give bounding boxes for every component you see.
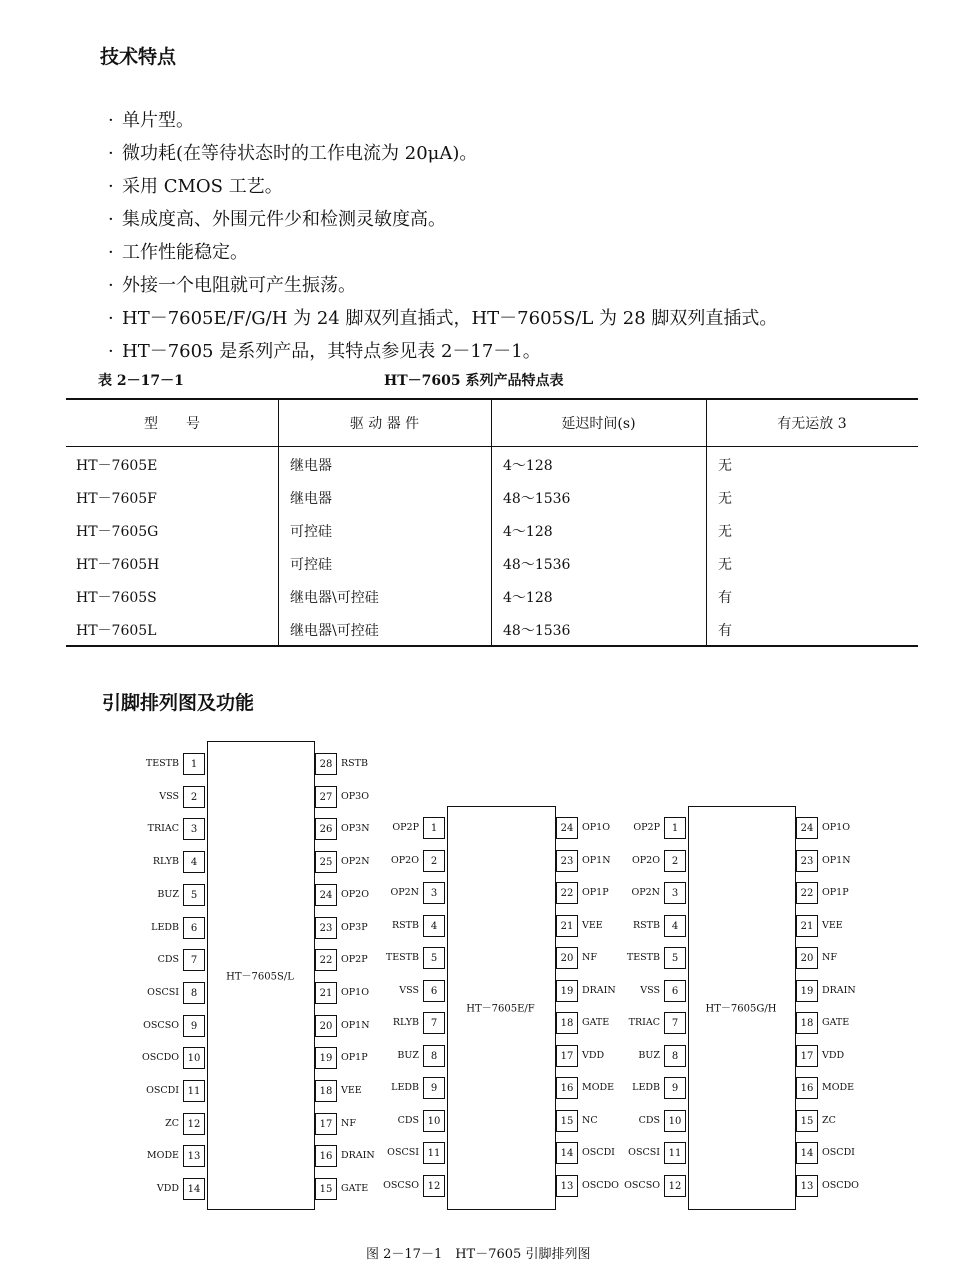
- pin-label: NC: [582, 1114, 598, 1126]
- table-cell: 无: [718, 491, 732, 507]
- pin-number: 28: [315, 753, 337, 775]
- pin-number: 9: [423, 1077, 445, 1099]
- pin-number: 25: [315, 851, 337, 873]
- pin-label: LEDB: [391, 1082, 419, 1093]
- bullet: ·: [108, 308, 114, 329]
- pin-label: OP2O: [390, 854, 419, 866]
- pin-label: VEE: [341, 1085, 362, 1096]
- pin-number: 12: [423, 1175, 445, 1197]
- pin-number: 14: [183, 1178, 205, 1200]
- pin-number: 16: [315, 1145, 337, 1167]
- feature-text: 微功耗(在等待状态时的工作电流为 20μA)。: [122, 143, 478, 164]
- table-cell: 继电器: [290, 491, 332, 507]
- feature-text: 外接一个电阻就可产生振荡。: [122, 275, 356, 296]
- pin-label: RSTB: [392, 919, 419, 931]
- pin-number: 18: [796, 1012, 818, 1034]
- pin-number: 11: [183, 1080, 205, 1102]
- pin-label: VDD: [582, 1049, 605, 1061]
- pin-number: 12: [664, 1175, 686, 1197]
- pin-number: 1: [664, 817, 686, 839]
- pin-label: OSCDO: [142, 1052, 179, 1064]
- pin-label: GATE: [582, 1017, 610, 1028]
- table-bottom-rule: [66, 645, 918, 647]
- pin-number: 24: [796, 817, 818, 839]
- table-caption: HT－7605 系列产品特点表: [384, 373, 564, 389]
- table-cell: 继电器: [290, 458, 332, 474]
- table-cell: HT－7605G: [76, 524, 159, 540]
- table-cell: 可控硅: [290, 557, 332, 573]
- section-title-features: 技术特点: [100, 46, 177, 68]
- feature-item: [108, 271, 356, 297]
- pin-number: 10: [423, 1110, 445, 1132]
- pin-label: LEDB: [151, 921, 179, 933]
- pin-label: OSCDI: [822, 1147, 855, 1158]
- pin-number: 11: [664, 1142, 686, 1164]
- pin-number: 13: [183, 1145, 205, 1167]
- pin-number: 23: [315, 917, 337, 939]
- pin-label: TRIAC: [628, 1017, 660, 1028]
- bullet: ·: [108, 110, 114, 131]
- pin-number: 1: [423, 817, 445, 839]
- table-header-cell: 型 号: [144, 416, 200, 432]
- pin-label: BUZ: [397, 1049, 419, 1061]
- chip-name: HT－7605G/H: [705, 1003, 777, 1015]
- feature-item: [108, 304, 777, 330]
- pin-label: DRAIN: [582, 984, 616, 996]
- table-cell: HT－7605H: [76, 557, 160, 573]
- pin-label: OP1N: [822, 854, 851, 866]
- pin-label: OP3P: [341, 921, 368, 933]
- pin-label: OP1O: [341, 986, 370, 998]
- table-cell: 无: [718, 458, 732, 474]
- figure-caption: 图 2－17－1 HT－7605 引脚排列图: [366, 1247, 591, 1262]
- pin-number: 13: [796, 1175, 818, 1197]
- pin-number: 2: [423, 850, 445, 872]
- pin-label: GATE: [822, 1017, 850, 1028]
- table-cell: 48～1536: [503, 557, 571, 573]
- pin-label: ZC: [165, 1117, 179, 1129]
- pin-label: OP3N: [341, 823, 370, 835]
- feature-text: 单片型。: [122, 110, 194, 131]
- pin-label: VDD: [156, 1183, 179, 1195]
- pin-number: 5: [183, 884, 205, 906]
- pin-label: OSCDI: [146, 1085, 179, 1096]
- pin-number: 7: [423, 1012, 445, 1034]
- pin-label: RSTB: [341, 758, 368, 769]
- pin-label: CDS: [638, 1114, 660, 1126]
- pin-label: VEE: [582, 919, 603, 931]
- pin-label: MODE: [146, 1150, 179, 1162]
- pin-number: 21: [315, 982, 337, 1004]
- pin-number: 20: [556, 947, 578, 969]
- pin-label: TESTB: [626, 952, 660, 963]
- pin-number: 4: [183, 851, 205, 873]
- pin-number: 21: [796, 915, 818, 937]
- pin-number: 7: [183, 949, 205, 971]
- pin-number: 27: [315, 786, 337, 808]
- pin-label: DRAIN: [341, 1150, 375, 1162]
- pin-label: NF: [341, 1117, 356, 1129]
- pin-label: RLYB: [392, 1017, 419, 1028]
- table-cell: 4～128: [503, 590, 553, 606]
- table-cell: 4～128: [503, 524, 553, 540]
- table-header-cell: 驱 动 器 件: [349, 416, 420, 432]
- table-cell: 48～1536: [503, 491, 571, 507]
- bullet: ·: [108, 341, 114, 362]
- pin-number: 3: [664, 882, 686, 904]
- pin-label: OP1P: [582, 887, 609, 898]
- pin-label: RLYB: [152, 856, 179, 868]
- pin-label: OP2N: [631, 887, 660, 898]
- chip-name: HT－7605E/F: [466, 1003, 535, 1015]
- pin-number: 19: [315, 1047, 337, 1069]
- pin-label: MODE: [582, 1082, 615, 1093]
- pin-number: 24: [556, 817, 578, 839]
- pin-label: OP2P: [341, 954, 368, 966]
- pin-number: 18: [315, 1080, 337, 1102]
- table-cell: HT－7605S: [76, 590, 157, 606]
- pin-number: 15: [796, 1110, 818, 1132]
- pin-label: RSTB: [633, 919, 660, 931]
- pin-label: OP2N: [390, 887, 419, 898]
- table-column-rule: [278, 398, 279, 645]
- pin-label: VSS: [159, 790, 179, 802]
- pin-number: 20: [315, 1015, 337, 1037]
- pin-number: 14: [796, 1142, 818, 1164]
- pin-number: 15: [556, 1110, 578, 1132]
- pin-label: OP2P: [392, 822, 419, 833]
- pin-label: VEE: [822, 919, 843, 931]
- table-header-cell: 延迟时间(s): [561, 416, 636, 432]
- pin-number: 6: [423, 980, 445, 1002]
- table-cell: HT－7605F: [76, 491, 157, 507]
- pin-label: NF: [822, 952, 837, 963]
- pin-label: CDS: [157, 954, 179, 966]
- table-cell: 4～128: [503, 458, 553, 474]
- pin-number: 15: [315, 1178, 337, 1200]
- pin-number: 5: [423, 947, 445, 969]
- table-cell: HT－7605E: [76, 458, 158, 474]
- pin-number: 16: [556, 1077, 578, 1099]
- table-cell: HT－7605L: [76, 623, 157, 639]
- pin-label: VSS: [640, 984, 660, 996]
- bullet: ·: [108, 209, 114, 230]
- pin-number: 16: [796, 1077, 818, 1099]
- table-cell: 有: [718, 590, 732, 606]
- pin-label: OSCDO: [582, 1179, 619, 1191]
- pin-number: 13: [556, 1175, 578, 1197]
- pin-number: 8: [423, 1045, 445, 1067]
- pin-label: OSCDI: [582, 1147, 615, 1158]
- feature-item: [108, 106, 194, 132]
- pin-number: 11: [423, 1142, 445, 1164]
- pin-label: OSCSI: [628, 1147, 660, 1158]
- pin-number: 23: [796, 850, 818, 872]
- pin-label: MODE: [822, 1082, 855, 1093]
- pin-number: 17: [556, 1045, 578, 1067]
- pin-number: 2: [664, 850, 686, 872]
- pin-label: OP1P: [822, 887, 849, 898]
- table-header-cell: 有无运放 3: [777, 416, 847, 432]
- pin-label: VSS: [399, 984, 419, 996]
- bullet: ·: [108, 275, 114, 296]
- pin-number: 17: [315, 1113, 337, 1135]
- pin-label: TRIAC: [147, 823, 179, 835]
- pin-number: 9: [183, 1015, 205, 1037]
- pin-number: 19: [556, 980, 578, 1002]
- pin-number: 8: [183, 982, 205, 1004]
- pin-number: 2: [183, 786, 205, 808]
- pin-label: OP2N: [341, 856, 370, 868]
- pin-label: OP2P: [633, 822, 660, 833]
- pin-number: 19: [796, 980, 818, 1002]
- pin-number: 6: [183, 917, 205, 939]
- table-column-rule: [491, 398, 492, 645]
- feature-item: [108, 205, 446, 231]
- feature-item: [108, 172, 283, 198]
- pin-number: 6: [664, 980, 686, 1002]
- pin-label: TESTB: [145, 758, 179, 769]
- pin-label: OSCSO: [624, 1179, 660, 1191]
- chip-name: HT－7605S/L: [226, 971, 294, 982]
- table-header-rule: [66, 446, 918, 447]
- pin-number: 9: [664, 1077, 686, 1099]
- feature-text: 采用 CMOS 工艺。: [122, 176, 283, 197]
- table-cell: 可控硅: [290, 524, 332, 540]
- pin-number: 20: [796, 947, 818, 969]
- pin-number: 18: [556, 1012, 578, 1034]
- pin-number: 3: [423, 882, 445, 904]
- feature-text: HT－7605E/F/G/H 为 24 脚双列直插式，HT－7605S/L 为 28 脚双列直插式。: [122, 308, 778, 329]
- table-column-rule: [706, 398, 707, 645]
- bullet: ·: [108, 143, 114, 164]
- pin-number: 12: [183, 1113, 205, 1135]
- pin-label: OP1N: [341, 1019, 370, 1031]
- pin-label: OP2O: [341, 888, 370, 900]
- pin-number: 7: [664, 1012, 686, 1034]
- pin-number: 22: [315, 949, 337, 971]
- pin-label: OSCSI: [147, 986, 179, 998]
- pin-label: OP1P: [341, 1052, 368, 1064]
- pin-number: 21: [556, 915, 578, 937]
- pin-label: ZC: [822, 1114, 836, 1126]
- pin-number: 5: [664, 947, 686, 969]
- pin-number: 4: [664, 915, 686, 937]
- feature-item: [108, 139, 477, 165]
- pin-label: VDD: [822, 1049, 845, 1061]
- pin-number: 24: [315, 884, 337, 906]
- pin-label: OSCSO: [383, 1179, 419, 1191]
- pin-label: OP1O: [582, 822, 611, 833]
- pin-label: OP1O: [822, 822, 851, 833]
- feature-text: HT－7605 是系列产品，其特点参见表 2－17－1。: [122, 341, 541, 362]
- pin-number: 10: [183, 1047, 205, 1069]
- pin-label: DRAIN: [822, 984, 856, 996]
- pin-label: CDS: [397, 1114, 419, 1126]
- pin-number: 4: [423, 915, 445, 937]
- table-cell: 继电器\可控硅: [290, 623, 379, 639]
- pin-number: 17: [796, 1045, 818, 1067]
- table-cell: 无: [718, 524, 732, 540]
- table-cell: 有: [718, 623, 732, 639]
- feature-text: 集成度高、外围元件少和检测灵敏度高。: [122, 209, 446, 230]
- pin-label: TESTB: [385, 952, 419, 963]
- table-cell: 无: [718, 557, 732, 573]
- table-number: 表 2－17－1: [98, 373, 184, 389]
- pin-label: GATE: [341, 1183, 369, 1195]
- bullet: ·: [108, 176, 114, 197]
- feature-item: [108, 337, 541, 363]
- pin-label: OP1N: [582, 854, 611, 866]
- pin-label: BUZ: [638, 1049, 660, 1061]
- pin-number: 1: [183, 753, 205, 775]
- section-title-pinout: 引脚排列图及功能: [102, 692, 255, 714]
- table-top-rule: [66, 398, 918, 400]
- pin-label: OSCDO: [822, 1179, 859, 1191]
- pin-label: BUZ: [157, 888, 179, 900]
- pin-number: 8: [664, 1045, 686, 1067]
- pin-label: OP3O: [341, 790, 370, 802]
- bullet: ·: [108, 242, 114, 263]
- pin-number: 22: [556, 882, 578, 904]
- pin-number: 3: [183, 818, 205, 840]
- pin-label: OSCSI: [387, 1147, 419, 1158]
- pin-number: 14: [556, 1142, 578, 1164]
- pin-number: 26: [315, 818, 337, 840]
- feature-item: [108, 238, 248, 264]
- pin-label: LEDB: [632, 1082, 660, 1093]
- pin-label: NF: [582, 952, 597, 963]
- table-cell: 48～1536: [503, 623, 571, 639]
- pin-number: 22: [796, 882, 818, 904]
- feature-text: 工作性能稳定。: [122, 242, 248, 263]
- table-cell: 继电器\可控硅: [290, 590, 379, 606]
- pin-number: 10: [664, 1110, 686, 1132]
- pin-label: OP2O: [631, 854, 660, 866]
- pin-label: OSCSO: [143, 1019, 179, 1031]
- pin-number: 23: [556, 850, 578, 872]
